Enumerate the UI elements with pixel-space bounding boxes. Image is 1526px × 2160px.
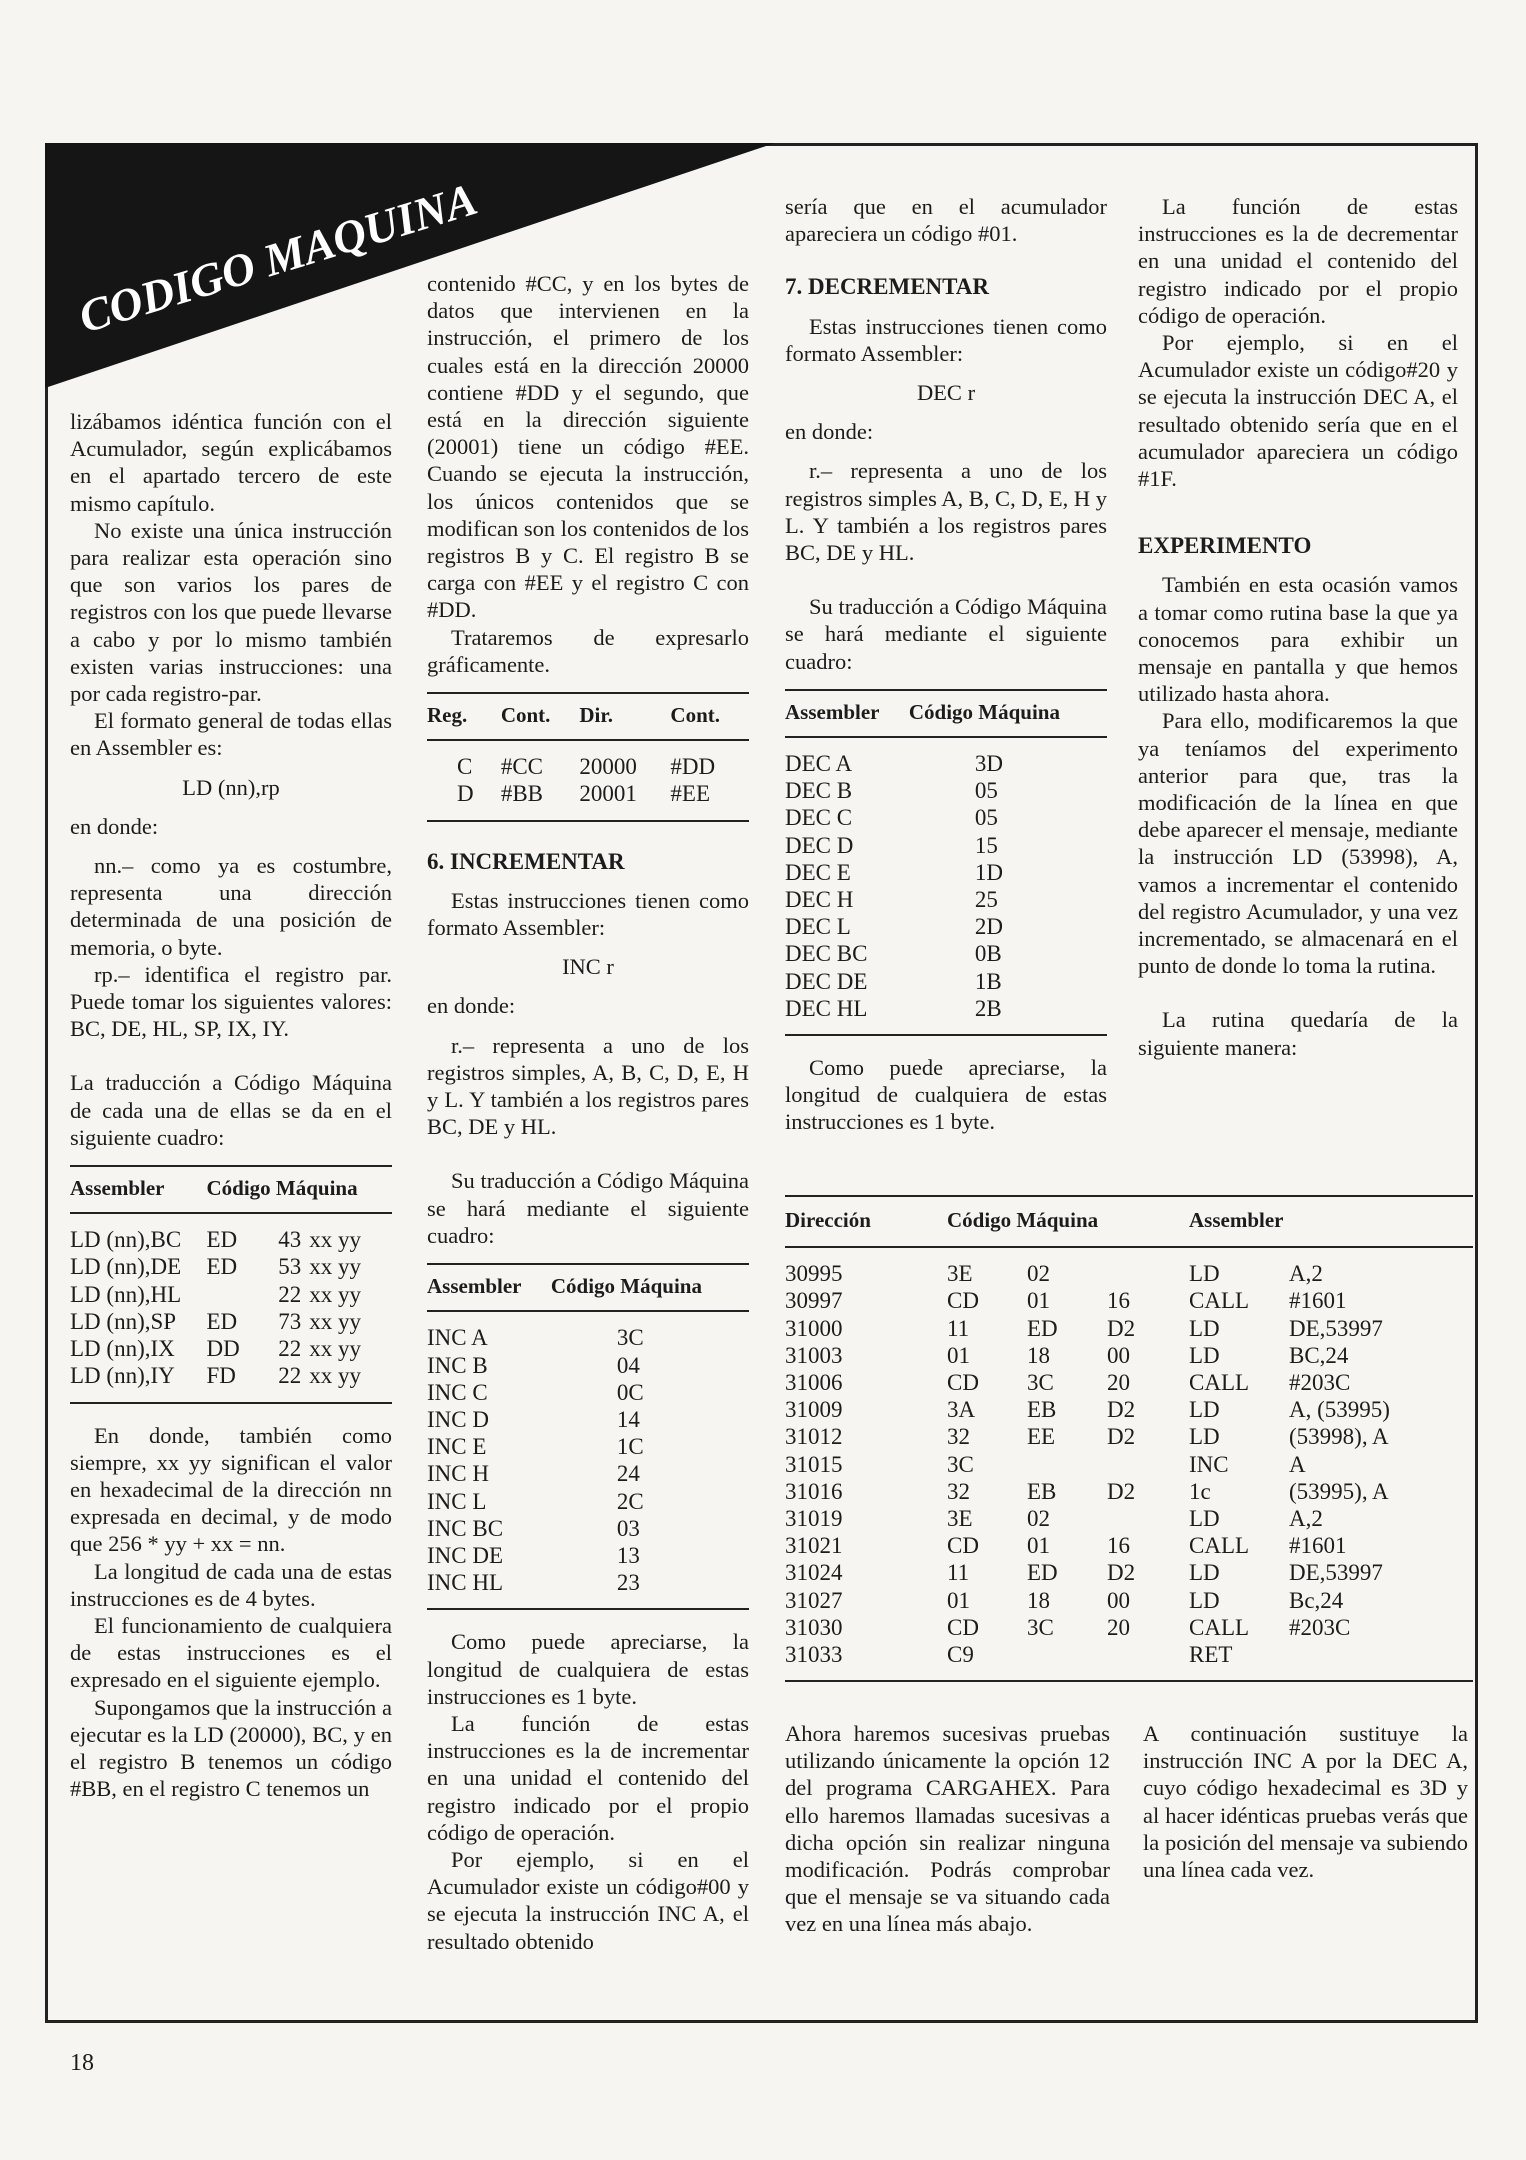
section-heading: 6. INCREMENTAR [427,848,625,874]
table-row: INC BC 03 [427,1515,640,1541]
table-header: Assembler [1189,1196,1473,1247]
paragraph: También en esta ocasión vamos a tomar como rutina base la que ya conocemos para exhibir un mensaje en pantalla y que hemos utilizado hasta ahora. [1138,572,1458,707]
paragraph: en donde: [70,813,159,839]
table-header: Dir. [579,693,670,740]
paragraph: Como puede apreciarse, la longitud de cualquiera de estas instrucciones es 1 byte. [785,1055,1107,1135]
paragraph: Su traducción a Código Máquina se hará mediante el siguiente cuadro: [785,594,1107,674]
page-number: 18 [70,2050,94,2076]
table-row: 31019 3E 02 LD A,2 [785,1506,1323,1532]
formula: INC r [562,954,614,980]
table-row: 30995 3E 02 LD A,2 [785,1261,1323,1287]
paragraph: en donde: [427,993,516,1019]
table-row: LD (nn),IY FD 22 xx yy [70,1363,361,1389]
table-row: INC DE 13 [427,1542,640,1568]
paragraph: contenido #CC, y en los bytes de datos que intervienen en la instrucción, el primero de los cuales está en la dirección 20000 contiene #DD y el segundo, que está en la dirección siguiente (20001) tiene un código #EE. Cuando se ejecuta la instrucción, los únicos contenidos que se modifican son los contenidos de los registros B y C. El registro B se carga con #EE y el registro C con #DD. [427,271,749,623]
table-row: 31015 3C INC A [785,1451,1306,1477]
column-2 [427,270,749,1955]
bottom-left-text [785,1720,1110,1938]
paragraph: Supongamos que la instrucción a ejecutar es la LD (20000), BC, y en el registro B tenemos un código #BB, en el registro C tenemos un [70,1694,392,1802]
paragraph: Ahora haremos sucesivas pruebas utilizando únicamente la opción 12 del programa CARGAHEX. Para ello haremos llamadas sucesivas a dicha opción sin realizar ninguna modificación. Podrás comprobar que el mensaje se va situando cada vez en una línea más abajo. [785,1721,1110,1937]
paragraph: La traducción a Código Máquina de cada una de ellas se da en el siguiente cuadro: [70,1070,392,1150]
table-row: DEC D 15 [785,832,998,858]
table-row: C #CC 20000 #DD [457,754,716,780]
inc-table [427,1263,749,1610]
table-row: LD (nn),DE ED 53 xx yy [70,1254,361,1280]
paragraph: nn.– como ya es costumbre, representa una dirección determinada de una posición de memoria, o byte. [70,853,392,960]
paragraph: En donde, también como siempre, xx yy significan el valor en hexadecimal de la dirección nn expresada en decimal, y de modo que 256 * yy + xx = nn. [70,1422,392,1557]
bottom-right-text [1143,1720,1468,1883]
table-row: 31024 11 ED D2 LD DE,53997 [785,1560,1383,1586]
table-row: DEC L 2D [785,914,1003,940]
paragraph: El funcionamiento de cualquiera de estas instrucciones es el expresado en el siguiente ejemplo. [70,1612,392,1693]
paragraph: Estas instrucciones tienen como formato Assembler: [427,887,749,941]
routine-table-block [785,1195,1473,1682]
table-row: DEC B 05 [785,778,998,804]
dec-table [785,689,1107,1036]
section-heading: 7. DECREMENTAR [785,274,990,300]
table-row: LD (nn),HL 22 xx yy [70,1281,361,1307]
section-heading: EXPERIMENTO [1138,533,1312,559]
table-row: INC E 1C [427,1434,644,1460]
formula: LD (nn),rp [182,774,280,800]
table-row: LD (nn),IX DD 22 xx yy [70,1336,361,1362]
table-header: Assembler [427,1264,551,1311]
table-header: Código Máquina [947,1196,1189,1247]
table-header: Cont. [670,693,749,740]
table-row: DEC BC 0B [785,941,1002,967]
column-4 [1138,193,1458,1061]
table-row: DEC A 3D [785,751,1003,777]
table-row: INC A 3C [427,1325,644,1351]
paragraph: Su traducción a Código Máquina se hará mediante el siguiente cuadro: [427,1168,749,1248]
table-row: 31030 CD 3C 20 CALL #203C [785,1614,1351,1640]
table-row: DEC H 25 [785,887,998,913]
paragraph: Por ejemplo, si en el Acumulador existe un código#00 y se ejecuta la instrucción INC A, el resultado obtenido [427,1846,749,1954]
paragraph: sería que en el acumulador apareciera un código #01. [785,194,1107,247]
register-table [427,692,749,822]
table-header: Código Máquina [551,1264,749,1311]
table-row: INC H 24 [427,1461,640,1487]
paragraph: La función de estas instrucciones es la de decrementar en una unidad el contenido del registro indicado por el propio código de operación. [1138,194,1458,328]
table-row: INC D 14 [427,1406,640,1432]
table-row: INC L 2C [427,1488,644,1514]
table-row: DEC HL 2B [785,995,1002,1021]
paragraph: Por ejemplo, si en el Acumulador existe un código#20 y se ejecuta la instrucción DEC A, el resultado obtenido sería que en el acumulador apareciera un código #1F. [1138,330,1458,492]
table-row: 31016 32 EB D2 1c (53995), A [785,1478,1389,1504]
paragraph: A continuación sustituye la instrucción INC A por la DEC A, cuyo código hexadecimal es 3D y al hacer idénticas pruebas verás que la posición del mensaje va subiendo una línea cada vez. [1143,1721,1468,1883]
table-header: Dirección [785,1196,947,1247]
table-header: Cont. [501,693,580,740]
table-row: 31009 3A EB D2 LD A, (53995) [785,1397,1390,1423]
paragraph: Estas instrucciones tienen como formato Assembler: [785,313,1107,366]
table-header: Código Máquina [206,1166,392,1213]
table-row: 31021 CD 01 16 CALL #1601 [785,1533,1347,1559]
paragraph: lizábamos idéntica función con el Acumulador, según explicábamos en el apartado tercero de este mismo capítulo. [70,409,392,516]
table-row: 30997 CD 01 16 CALL #1601 [785,1288,1347,1314]
column-3 [785,193,1107,1136]
table-row: DEC C 05 [785,805,998,831]
table-row: LD (nn),SP ED 73 xx yy [70,1308,361,1334]
table-row: 31006 CD 3C 20 CALL #203C [785,1370,1351,1396]
paragraph: r.– representa a uno de los registros simples A, B, C, D, E, H y L. Y también a los registros pares BC, DE y HL. [785,458,1107,566]
table-row: D #BB 20001 #EE [457,781,711,807]
column-1 [70,408,392,1802]
formula: DEC r [916,380,976,406]
paragraph: No existe una única instrucción para realizar esta operación sino que son varios los pares de registros con los que puede llevarse a cabo y por lo mismo también existen varias instrucciones: una por cada registro-par. [70,517,392,707]
table-row: INC HL 23 [427,1570,640,1596]
table-header: Reg. [427,693,501,740]
paragraph: La función de estas instrucciones es la de incrementar en una unidad el contenido del registro indicado por el propio código de operación. [427,1710,749,1845]
table-header: Código Máquina [909,690,1107,737]
table-row: LD (nn),BC ED 43 xx yy [70,1227,361,1253]
table-row: 31027 01 18 00 LD Bc,24 [785,1587,1344,1613]
table-header: Assembler [785,690,909,737]
table-row: 31033 C9 RET [785,1642,1233,1668]
table-row: DEC E 1D [785,859,1003,885]
paragraph: Como puede apreciarse, la longitud de cualquiera de estas instrucciones es 1 byte. [427,1629,749,1709]
paragraph: rp.– identifica el registro par. Puede tomar los siguientes valores: BC, DE, HL, SP, IX, IY. [70,961,392,1042]
paragraph: La longitud de cada una de estas instrucciones es de 4 bytes. [70,1558,392,1611]
table-row: 31012 32 EE D2 LD (53998), A [785,1424,1389,1450]
ld-table [70,1165,392,1403]
paragraph: Trataremos de expresarlo gráficamente. [427,624,749,677]
table-row: INC B 04 [427,1352,640,1378]
paragraph: r.– representa a uno de los registros simples, A, B, C, D, E, H y L. Y también a los registros pares BC, DE y HL. [427,1032,749,1140]
paragraph: en donde: [785,419,874,445]
routine-table [785,1195,1473,1682]
paragraph: Para ello, modificaremos la que ya teníamos del experimento anterior para que, tras la modificación de la línea en que debe aparecer el mensaje, mediante la instrucción LD (53998), A, vamos a incrementar el contenido del registro Acumulador, y una vez incrementado, se almacenará en el punto de donde lo toma la rutina. [1138,708,1458,979]
paragraph: El formato general de todas ellas en Assembler es: [70,708,392,761]
table-row: DEC DE 1B [785,968,1002,994]
paragraph: La rutina quedaría de la siguiente manera: [1138,1007,1458,1060]
table-row: INC C 0C [427,1379,644,1405]
table-row: 31000 11 ED D2 LD DE,53997 [785,1315,1383,1341]
table-header: Assembler [70,1166,206,1213]
header-title: CODIGO MAQUINA [73,173,483,343]
table-row: 31003 01 18 00 LD BC,24 [785,1342,1349,1368]
